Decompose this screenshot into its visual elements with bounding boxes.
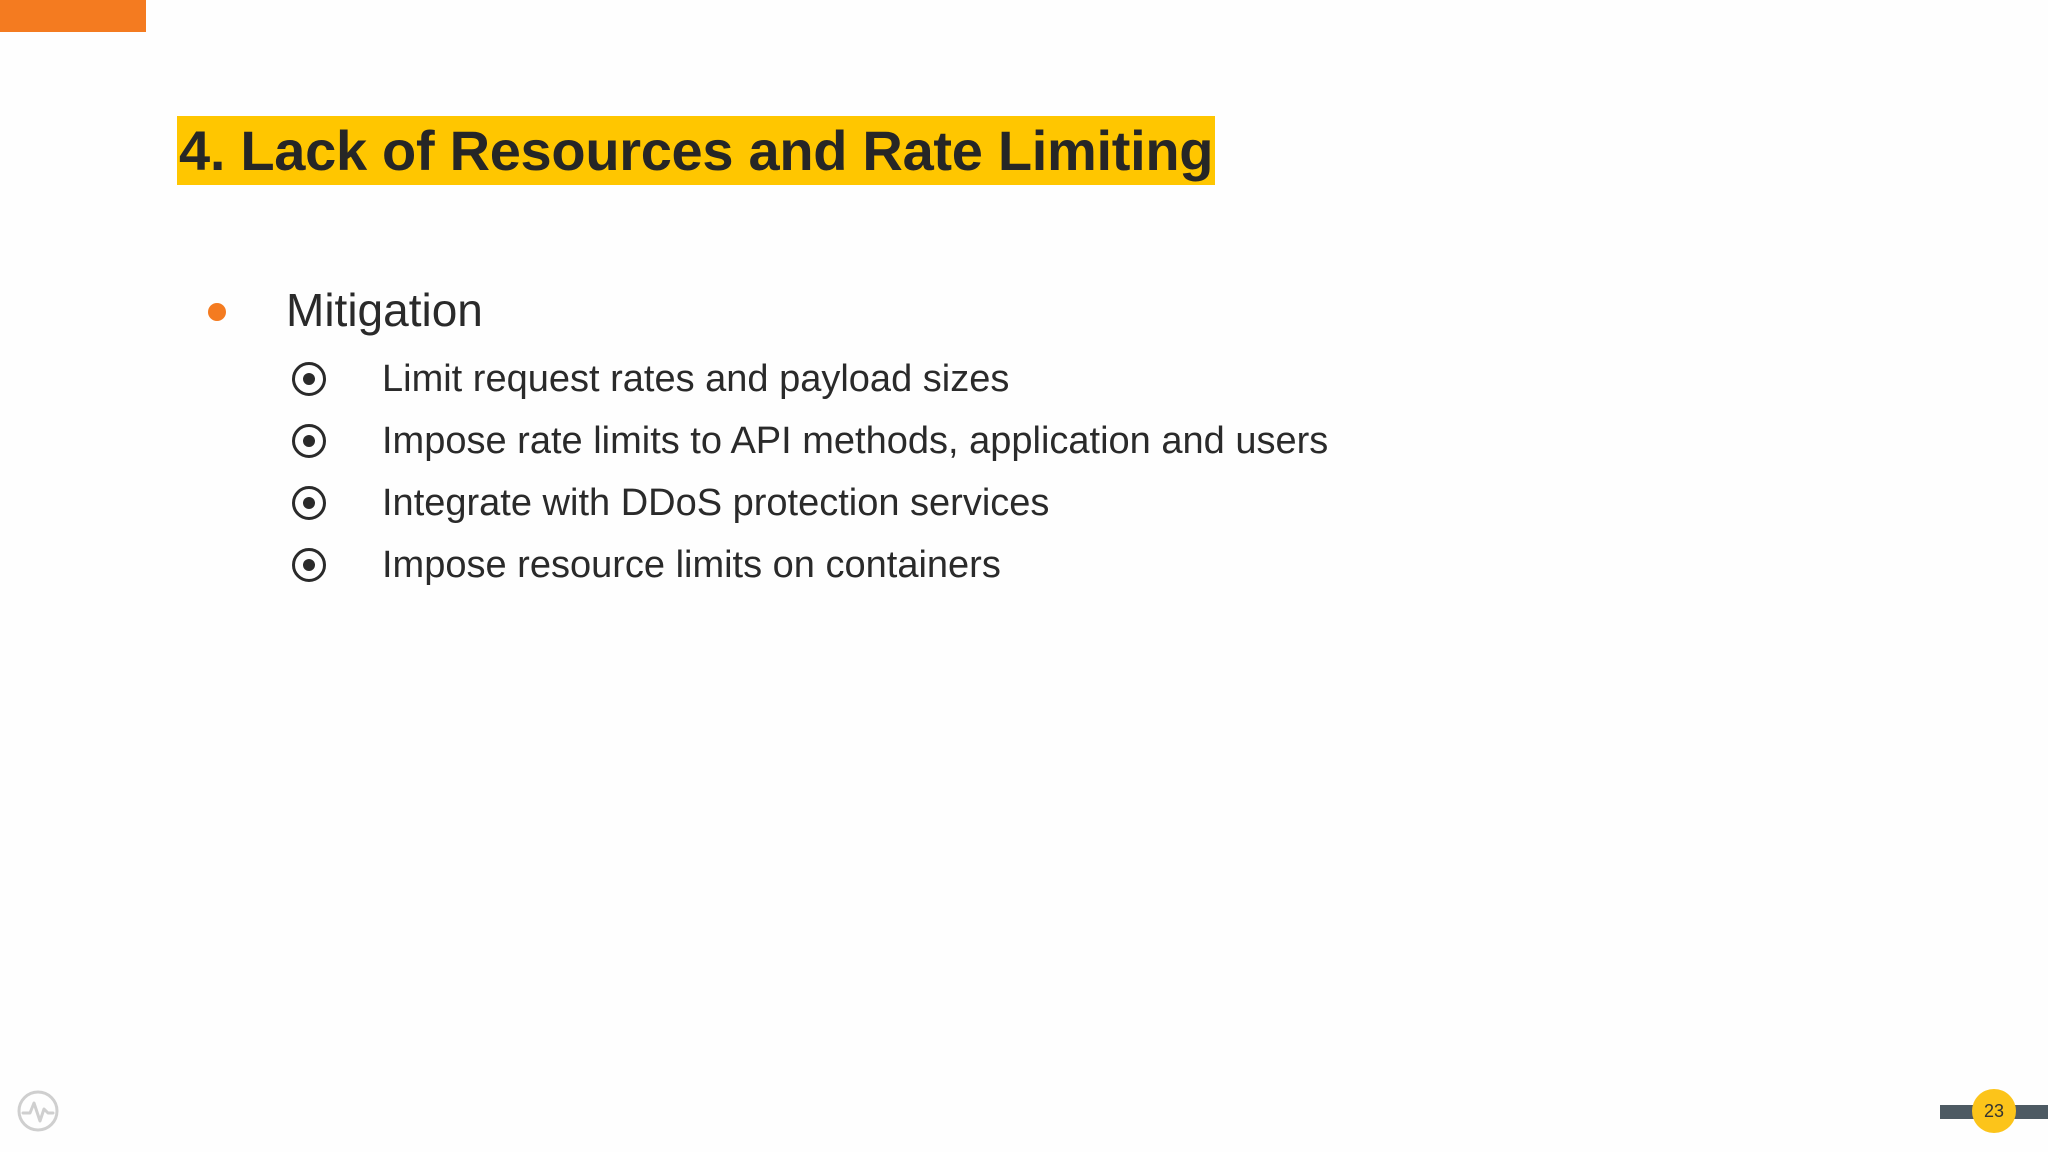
title-highlight [177, 116, 1215, 185]
list-item-label: Integrate with DDoS protection services [382, 481, 1050, 524]
list-item-label: Impose rate limits to API methods, application and users [382, 419, 1329, 462]
sub-bullet-list [292, 348, 1328, 596]
list-item-label: Impose resource limits on containers [382, 543, 1001, 586]
list-item [292, 348, 1328, 410]
bullet-dot-icon [208, 303, 226, 321]
bullet-mitigation [208, 283, 483, 337]
radio-dot-icon [292, 362, 326, 396]
radio-dot-icon [292, 548, 326, 582]
corner-accent-bar [0, 0, 146, 32]
pulse-logo-icon [16, 1089, 60, 1133]
list-item [292, 410, 1328, 472]
slide-title: 4. Lack of Resources and Rate Limiting [179, 118, 1214, 182]
radio-dot-icon [292, 424, 326, 458]
page-number-indicator [1940, 1089, 2048, 1133]
radio-dot-icon [292, 486, 326, 520]
bullet-label: Mitigation [286, 284, 483, 336]
list-item [292, 472, 1328, 534]
page-number: 23 [1972, 1089, 2016, 1133]
list-item [292, 534, 1328, 596]
list-item-label: Limit request rates and payload sizes [382, 357, 1010, 400]
